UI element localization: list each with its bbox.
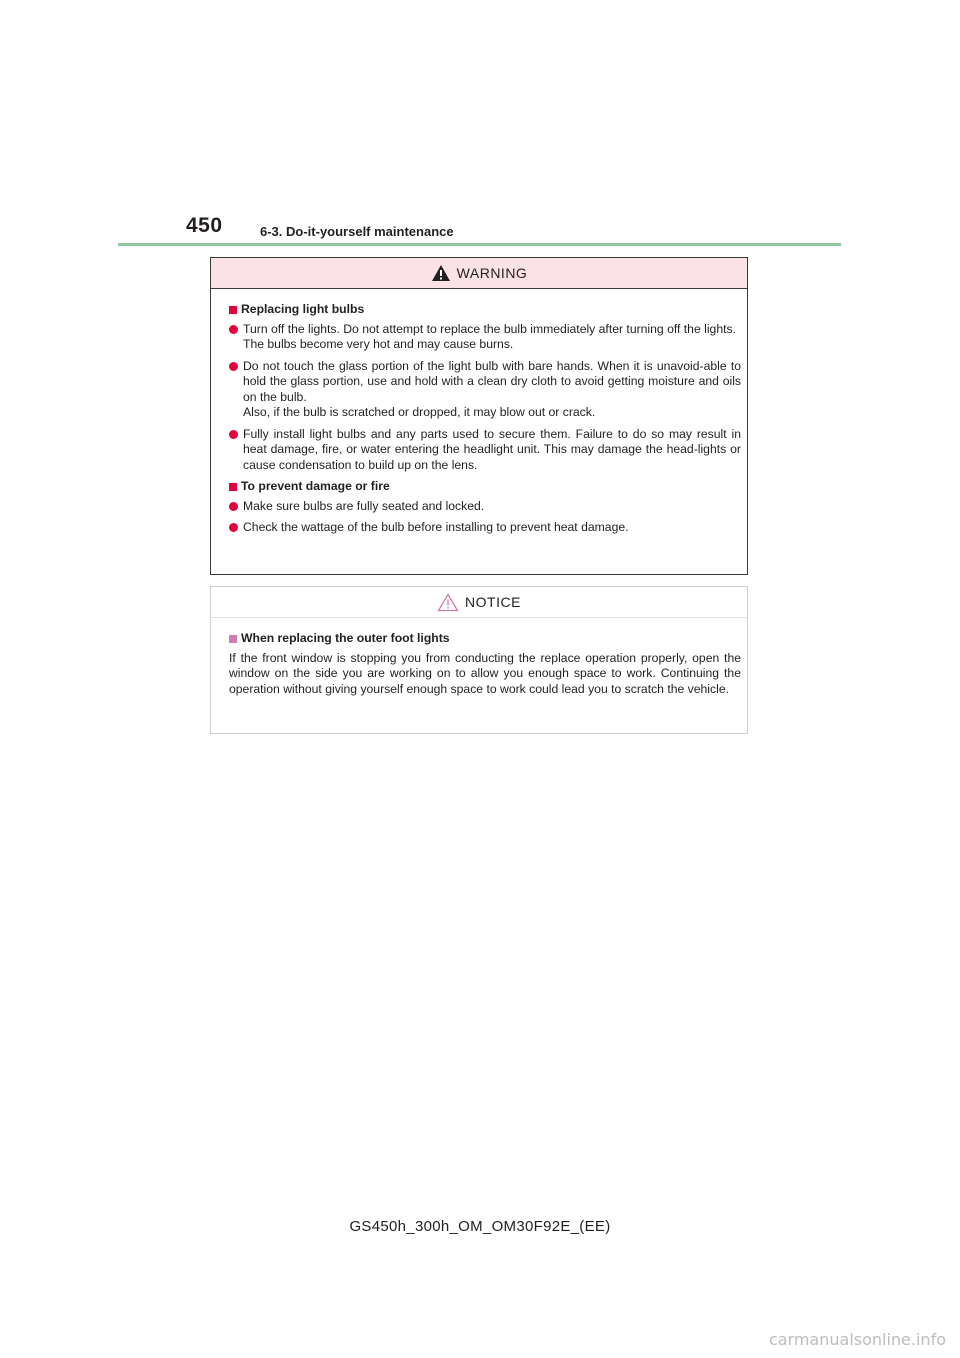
notice-title: NOTICE bbox=[465, 594, 521, 610]
round-bullet-icon bbox=[229, 523, 238, 532]
warning-bullet: Do not touch the glass portion of the light bulb with bare hands. When it is unavoid-able to hold the glass portion, use and hold with a clean dry cloth to avoid getting moisture and oils on the bulb. Also, if the bulb is scratched or dropped, it may blow out or crack. bbox=[229, 359, 741, 421]
warning-body bbox=[211, 289, 747, 536]
warning-bullet: Fully install light bulbs and any parts used to secure them. Failure to do so may result in heat damage, fire, or water entering the headlight unit. This may damage the head-lights or cause condensation to build up on the lens. bbox=[229, 427, 741, 474]
notice-body bbox=[211, 618, 747, 697]
footer-model-code: GS450h_300h_OM_OM30F92E_(EE) bbox=[349, 1218, 611, 1235]
notice-box bbox=[210, 586, 748, 734]
round-bullet-icon bbox=[229, 430, 238, 439]
warning-bullet: Make sure bulbs are fully seated and locked. bbox=[229, 499, 741, 515]
warning-title: WARNING bbox=[456, 265, 528, 281]
watermark: carmanualsonline.info bbox=[768, 1330, 946, 1349]
warning-bullet: Turn off the lights. Do not attempt to replace the bulb immediately after turning off the lights. The bulbs become very hot and may cause burns. bbox=[229, 322, 741, 353]
header-rule bbox=[118, 243, 841, 246]
notice-group-heading: When replacing the outer foot lights bbox=[229, 631, 741, 647]
notice-text: If the front window is stopping you from conducting the replace operation properly, open the window on the side you are working on to allow you enough space to work. Continuing the operation without giving yourself enough space to work could lead you to scratch the vehicle. bbox=[229, 650, 741, 696]
notice-header bbox=[211, 587, 747, 618]
page-number: 450 bbox=[186, 214, 223, 237]
caution-triangle-icon bbox=[437, 593, 459, 612]
round-bullet-icon bbox=[229, 325, 238, 334]
warning-group-heading: Replacing light bulbs bbox=[229, 302, 741, 318]
round-bullet-icon bbox=[229, 502, 238, 511]
square-bullet-icon bbox=[229, 306, 237, 314]
warning-group-heading: To prevent damage or fire bbox=[229, 479, 741, 495]
square-bullet-icon bbox=[229, 483, 237, 491]
round-bullet-icon bbox=[229, 362, 238, 371]
warning-bullet: Check the wattage of the bulb before installing to prevent heat damage. bbox=[229, 520, 741, 536]
warning-triangle-icon bbox=[431, 264, 451, 282]
warning-box bbox=[210, 257, 748, 575]
square-bullet-icon bbox=[229, 635, 237, 643]
section-title: 6-3. Do-it-yourself maintenance bbox=[260, 224, 454, 239]
warning-header bbox=[211, 258, 747, 289]
